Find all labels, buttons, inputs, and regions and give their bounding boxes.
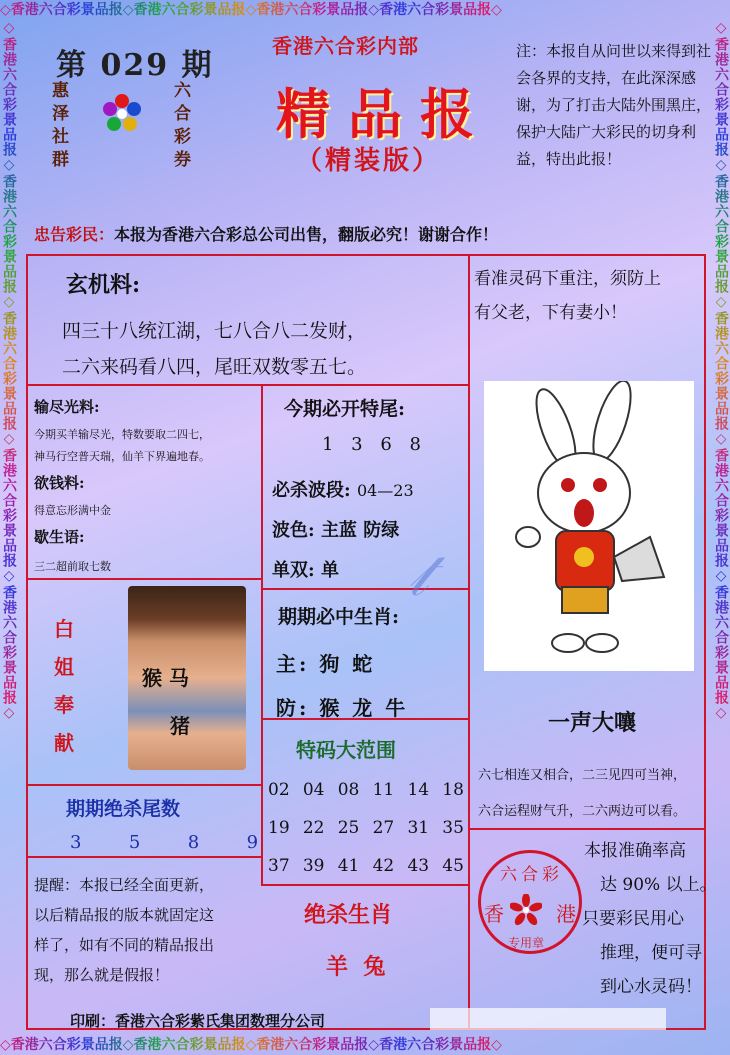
divider-row-1 xyxy=(26,384,470,386)
decorative-script: 𝓉 xyxy=(408,540,429,610)
photo-overlay-2: 猪 xyxy=(170,714,190,738)
color-row xyxy=(272,516,399,542)
seal-mid-left: 香 xyxy=(484,902,504,926)
accuracy-line-2: 达 90% 以上。 xyxy=(600,875,717,895)
range-cell: 04 xyxy=(302,780,325,800)
divider-col-mid xyxy=(261,384,263,886)
range-cell: 41 xyxy=(337,856,360,876)
range-cell: 42 xyxy=(372,856,395,876)
shout-title: 一声大嚷 xyxy=(548,710,637,736)
odd-row xyxy=(272,556,339,582)
divider-row-5 xyxy=(26,784,262,786)
left-border-strip: ◇香港六合彩景品报◇香港六合彩景品报◇香港六合彩景品报◇香港六合彩景品报◇香港六合彩景品报◇ xyxy=(0,20,18,1035)
range-cell: 31 xyxy=(407,818,430,838)
range-cell: 22 xyxy=(302,818,325,838)
range-row-2 xyxy=(268,818,464,838)
gift-chars: 白姐奉献 xyxy=(54,617,74,755)
reminder-line-1: 提醒：本报已经全面更新， xyxy=(34,876,215,894)
issue-number: 第 029 期 xyxy=(56,48,214,83)
range-cell: 18 xyxy=(442,780,464,800)
range-cell: 35 xyxy=(442,818,464,838)
right-top-line-2: 有父老，下有妻小！ xyxy=(474,303,627,323)
shout-line-2: 六合运程财气升，二六两边可以看。 xyxy=(478,804,687,819)
warning-text: 本报为香港六合彩总公司出售，翻版必究！谢谢合作！ xyxy=(114,225,499,244)
flower-logo-icon xyxy=(100,92,144,136)
tail-numbers: 1 3 6 8 xyxy=(322,434,427,455)
divider-row-7 xyxy=(261,884,470,886)
range-cell: 02 xyxy=(268,780,290,800)
header-note: 注：本报自从问世以来得到社会各界的支持，在此深深感谢，为了打击大陆外围黑庄，保护大陆广大彩民的切身利益，特出此报！ xyxy=(516,42,712,168)
range-cell: 08 xyxy=(337,780,360,800)
accuracy-line-1: 本报准确率高 xyxy=(584,841,686,861)
reminder-line-2: 以后精品报的版本就固定这 xyxy=(34,906,215,924)
publisher-line: 香港六合彩内部 xyxy=(272,34,419,58)
xuanji-line-2: 二六来码看八四，尾旺双数零五七。 xyxy=(62,356,367,378)
right-top-line-1: 看准灵码下重注，须防上 xyxy=(474,269,661,289)
footer-printer: 印刷：香港六合彩紫氏集团数理分公司 xyxy=(70,1012,326,1030)
money-text: 得意忘形满中金 xyxy=(34,504,111,517)
divider-row-3 xyxy=(261,588,470,590)
kill-tail-title: 期期绝杀尾数 xyxy=(66,798,181,820)
warning-label: 忠告彩民： xyxy=(34,225,115,244)
right-border-strip: ◇香港六合彩景品报◇香港六合彩景品报◇香港六合彩景品报◇香港六合彩景品报◇香港六合彩景品报◇ xyxy=(712,20,730,1035)
saying-text: 三二超前取七数 xyxy=(34,560,111,573)
bottom-border-strip: ◇香港六合彩景品报◇香港六合彩景品报◇香港六合彩景品报◇香港六合彩景品报◇ xyxy=(0,1035,730,1055)
reminder-line-4: 现，那么就是假报！ xyxy=(34,966,170,984)
kill-zodiac-value: 羊 兔 xyxy=(326,954,386,980)
lose-text-2: 神马行空普天瑞，仙羊下界遍地春。 xyxy=(34,450,210,463)
accuracy-line-4: 推理，便可寻 xyxy=(600,943,702,963)
footer-blank-box xyxy=(430,1008,666,1030)
range-row-1 xyxy=(268,780,464,800)
reminder-block xyxy=(34,870,214,990)
color-value: 主蓝 防绿 xyxy=(320,520,400,541)
lose-title: 输尽光料: xyxy=(34,398,100,416)
divider-row-6 xyxy=(26,856,262,858)
divider-row-8 xyxy=(468,828,706,830)
lose-text-1: 今期买羊输尽光，特数要取二四七， xyxy=(34,428,210,441)
range-cell: 19 xyxy=(268,818,290,838)
xuanji-line-1: 四三十八统江湖，七八合八二发财， xyxy=(62,320,367,342)
accuracy-line-5: 到心水灵码！ xyxy=(600,977,702,997)
range-cell: 45 xyxy=(442,856,464,876)
money-title: 欲钱料: xyxy=(34,474,85,492)
odd-value: 单 xyxy=(320,560,339,581)
color-label: 波色: xyxy=(272,520,315,541)
motto-right: 六合彩券 xyxy=(174,81,191,170)
shout-line-1: 六七相连又相合，二三见四可当神， xyxy=(478,768,687,783)
range-cell: 14 xyxy=(407,780,430,800)
range-cell: 37 xyxy=(268,856,290,876)
range-row-3 xyxy=(268,856,464,876)
seal-top: 六合彩 xyxy=(500,865,563,885)
photo-overlay-1: 猴 马 xyxy=(142,666,189,690)
zodiac-title: 期期必中生肖: xyxy=(278,606,400,628)
xuanji-title: 玄机料: xyxy=(66,272,141,298)
motto-left: 惠泽社群 xyxy=(52,81,69,170)
range-cell: 39 xyxy=(302,856,325,876)
odd-label: 单双: xyxy=(272,560,315,581)
divider-col-right xyxy=(468,254,470,1030)
seal-bottom: 专用章 xyxy=(508,936,545,950)
range-title: 特码大范围 xyxy=(296,738,396,762)
accuracy-line-3: 只要彩民用心 xyxy=(582,909,684,929)
kill-tail-numbers: 3 5 8 9 xyxy=(70,832,271,853)
tail-title: 今期必开特尾: xyxy=(284,398,406,420)
kill-zodiac-title: 绝杀生肖 xyxy=(304,902,393,928)
page-subtitle: （精装版） xyxy=(296,146,442,176)
range-cell: 27 xyxy=(372,818,395,838)
range-cell: 25 xyxy=(337,818,360,838)
zodiac-guard: 防: 猴 龙 牛 xyxy=(276,696,409,720)
page-title: 精品报 xyxy=(276,82,492,146)
rabbit-mascot-icon xyxy=(484,381,694,671)
bauhinia-flower-icon xyxy=(510,894,542,926)
saying-title: 歇生语: xyxy=(34,528,85,546)
wave-label: 必杀波段: xyxy=(272,480,351,501)
zodiac-main: 主: 狗 蛇 xyxy=(276,652,376,676)
range-cell: 11 xyxy=(372,780,395,800)
range-cell: 43 xyxy=(407,856,430,876)
wave-row xyxy=(272,476,414,502)
wave-value: 04—23 xyxy=(356,481,414,500)
divider-row-2 xyxy=(26,578,262,580)
reminder-line-3: 样了，如有不同的精品报出 xyxy=(34,936,215,954)
seal-mid-right: 港 xyxy=(556,902,576,926)
top-border-strip: ◇香港六合彩景品报◇香港六合彩景品报◇香港六合彩景品报◇香港六合彩景品报◇ xyxy=(0,0,730,20)
warning-bar xyxy=(34,222,498,245)
